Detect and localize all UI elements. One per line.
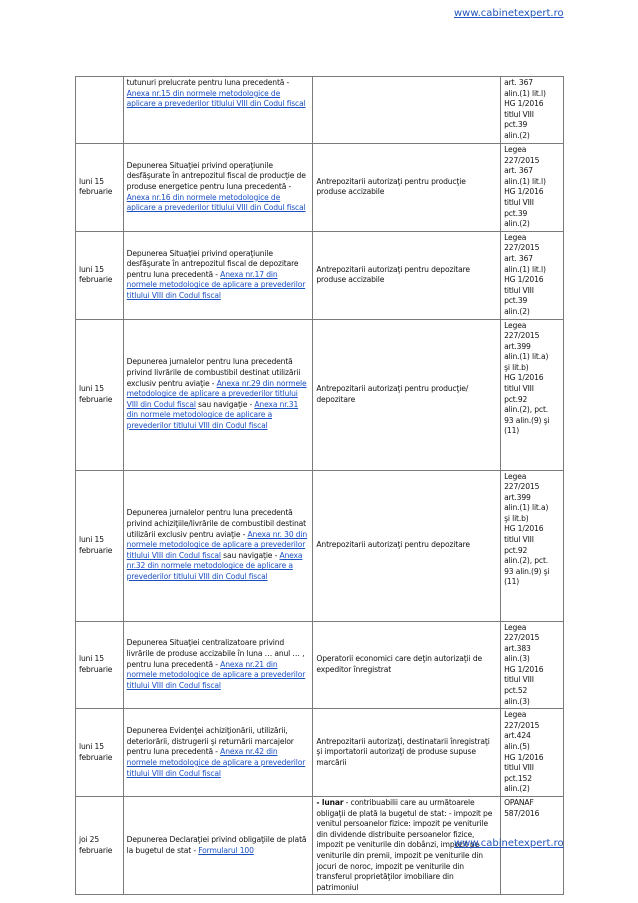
taxpayer-cell [313,231,501,319]
annex-link[interactable]: Anexa nr.16 din normele metodologice de aplicare a prevederilor titlului VIII din Codul fiscal [126,192,306,213]
deadline-text: luni 15 februarie [79,264,113,285]
obligation-cell [123,621,313,709]
taxpayer-text: Antrepozitarii autorizaţi pentru producţie/ depozitare [316,383,469,404]
legal-basis-line: 227/2015 [504,331,540,341]
legal-basis-line: HG 1/2016 [504,187,544,197]
taxpayer-cell [313,77,501,144]
obligation-cell [123,797,313,895]
legal-basis-line: alin.(3) [504,696,530,706]
deadline-text: luni 15 februarie [79,654,113,674]
obligation-text: sau navigaţie - [195,399,255,409]
legal-basis-line: art.383 [504,643,531,653]
taxpayer-text: Antrepozitarii autorizaţi, destinatarii înregistraţi şi importatorii autorizaţi de produse supuse marcării [316,736,490,767]
legal-basis-line: alin.(5) [504,742,530,752]
legal-basis-line: Legea [504,145,527,154]
deadline-cell [76,144,124,232]
legal-basis-line: HG 1/2016 [504,664,544,674]
legal-basis-line: titlul VIII [504,763,534,773]
legal-basis-line: 227/2015 [504,482,540,492]
legal-basis-cell [501,470,564,621]
obligation-cell [123,77,313,144]
deadline-cell [76,319,124,470]
legal-basis-line: art. 367 [504,166,533,176]
table-row [76,319,564,470]
legal-basis-line: art. 367 [504,253,533,263]
legal-basis-line: titlul VIII [504,535,534,545]
legal-basis-line: 227/2015 [504,720,540,730]
annex-link[interactable]: Anexa nr.17 din normele metodologice de aplicare a prevederilor titlului VIII din Codul fiscal [126,269,306,301]
legal-basis-line: 93 alin.(9) şi [504,415,550,425]
annex-link[interactable]: Formularul 100 [198,845,254,855]
legal-basis-line: şi lit.b) [504,362,529,372]
annex-link[interactable]: Anexa nr.15 din normele metodologice de aplicare a prevederilor titlului VIII din Codul fiscal [126,88,306,109]
legal-basis-line: pct.92 [504,394,528,404]
legal-basis-cell [501,77,564,144]
legal-basis-line: alin.(2), pct. [504,556,549,566]
legal-basis-line: OPANAF [504,798,534,807]
legal-basis-line: pct.152 [504,773,532,783]
legal-basis-line: Legea [504,471,527,481]
annex-link[interactable]: Anexa nr. 30 din normele metodologice de aplicare a prevederilor titlului VIII din Codul fiscal [126,529,308,560]
legal-basis-line: alin.(1) lit.l) [504,88,546,98]
taxpayer-cell [313,319,501,470]
deadline-cell [76,231,124,319]
legal-basis-line: HG 1/2016 [504,99,544,109]
obligation-text: Depunerea jurnalelor pentru luna precedentă privind livrările de combustibil destinat utilizării exclusiv pentru aviaţie - [126,357,301,388]
deadline-text: luni 15 februarie [79,383,113,404]
legal-basis-line: art. 367 [504,78,533,87]
obligation-cell [123,144,313,232]
taxpayer-text: Antrepozitarii autorizaţi pentru depozitare produse accizabile [316,264,470,285]
deadline-cell [76,621,124,709]
annex-link[interactable]: Anexa nr.32 din normele metodologice de aplicare a prevederilor titlului VIII din Codul fiscal [126,550,303,581]
legal-basis-line: alin.(2) [504,130,530,140]
obligation-text: Depunerea Situaţiei centralizatoare privind livrările de produse accizabile în luna … anul … , pentru luna precedentă - [126,638,305,669]
taxpayer-cell [313,470,501,621]
table-row [76,621,564,709]
obligation-text: Depunerea Situaţiei privind operaţiunile desfăşurate în antrepozitul fiscal de depozitare pentru luna precedentă - [126,248,299,279]
legal-basis-line: pct.39 [504,120,528,130]
legal-basis-line: Legea [504,622,527,632]
annex-link[interactable]: Anexa nr.29 din normele metodologice de aplicare a prevederilor titlului VIII din Codul fiscal [126,378,307,409]
obligation-text: Depunerea Situaţiei privind operaţiunile desfăşurate în antrepozitul fiscal de producţie de produse energetice pentru luna precedentă - [126,160,306,192]
taxpayer-text: Antrepozitarii autorizaţi pentru producţie produse accizabile [316,176,466,197]
legal-basis-line: art.399 [504,492,531,502]
table-row [76,231,564,319]
legal-basis-line: alin.(2) [504,219,530,229]
frequency-label: - lunar [316,798,344,807]
legal-basis-line: Legea [504,710,527,720]
taxpayer-cell [313,709,501,797]
legal-basis-line: alin.(2) [504,306,530,316]
deadline-cell [76,470,124,621]
obligation-text: Depunerea jurnalelor pentru luna precedentă privind achiziţiile/livrările de combustibil destinat utilizării exclusiv pentru aviaţie - [126,508,306,539]
legal-basis-line: alin.(2), pct. [504,405,549,415]
legal-basis-line: 227/2015 [504,155,540,165]
annex-link[interactable]: Anexa nr.31 din normele metodologice de aplicare a prevederilor titlului VIII din Codul fiscal [126,399,299,430]
deadline-text: joi 25 februarie [79,835,113,855]
table-row [76,709,564,797]
legal-basis-cell [501,709,564,797]
legal-basis-line: 227/2015 [504,243,540,253]
header-site-link[interactable]: www.cabinetexpert.ro [454,8,564,19]
table-body [76,77,564,895]
obligation-cell [123,470,313,621]
taxpayer-text: - contribuabilii care au următoarele obligaţii de plată la bugetul de stat: - impozit pe venitul persoanelor fizice: impozit pe veniturile din dividende distribuite persoanelor fizice, impozit pe veniturile din dobânzi, impozit pe veniturile din premii, impozit pe veniturile din jocuri de noroc, impozit pe veniturile din transferul proprietăţilor imobiliare din patrimoniul [316,798,493,892]
deadline-cell [76,77,124,144]
deadline-text: luni 15 februarie [79,534,113,555]
deadline-text: luni 15 februarie [79,742,113,762]
legal-basis-line: 587/2016 [504,808,540,818]
fiscal-calendar-table [75,76,564,895]
legal-basis-line: pct.92 [504,545,528,555]
taxpayer-cell [313,144,501,232]
table-row [76,144,564,232]
deadline-cell [76,709,124,797]
legal-basis-line: art.399 [504,341,531,351]
legal-basis-line: HG 1/2016 [504,752,544,762]
obligation-cell [123,231,313,319]
legal-basis-line: titlul VIII [504,197,534,207]
legal-basis-cell [501,144,564,232]
obligation-cell [123,709,313,797]
legal-basis-line: alin.(3) [504,654,530,664]
legal-basis-cell [501,231,564,319]
legal-basis-line: titlul VIII [504,384,534,394]
legal-basis-cell [501,621,564,709]
legal-basis-line: HG 1/2016 [504,524,544,534]
legal-basis-cell [501,319,564,470]
legal-basis-line: pct.52 [504,686,528,696]
obligation-cell [123,319,313,470]
legal-basis-line: HG 1/2016 [504,373,544,383]
legal-basis-line: alin.(1) lit.l) [504,176,546,186]
annex-link[interactable]: Anexa nr.21 din normele metodologice de aplicare a prevederilor titlului VIII din Codul fiscal [126,659,306,690]
legal-basis-line: alin.(1) lit.a) [504,352,549,362]
legal-basis-line: alin.(2) [504,784,530,794]
legal-basis-line: titlul VIII [504,109,534,119]
legal-basis-line: (11) [504,426,520,436]
legal-basis-line: alin.(1) lit.l) [504,264,546,274]
obligation-text: sau navigaţie - [220,550,280,560]
legal-basis-line: pct.39 [504,208,528,218]
legal-basis-line: HG 1/2016 [504,275,544,285]
footer-site-link[interactable]: www.cabinetexpert.ro [454,838,564,849]
legal-basis-line: şi lit.b) [504,513,529,523]
legal-basis-line: titlul VIII [504,675,534,685]
legal-basis-line: (11) [504,577,520,587]
legal-basis-line: Legea [504,320,527,330]
deadline-text: luni 15 februarie [79,176,113,197]
legal-basis-line: art.424 [504,731,531,741]
legal-basis-line: titlul VIII [504,285,534,295]
taxpayer-text: Antrepozitarii autorizaţi pentru depozitare [316,540,470,550]
table-row [76,470,564,621]
annex-link[interactable]: Anexa nr.42 din normele metodologice de aplicare a prevederilor titlului VIII din Codul fiscal [126,747,306,778]
legal-basis-line: alin.(1) lit.a) [504,503,549,513]
obligation-text: Depunerea Evidenţei achiziţionării, utilizării, deteriorării, distrugerii şi returnării marcajelor pentru luna precedentă - [126,726,294,757]
legal-basis-line: Legea [504,232,527,242]
table-row [76,77,564,144]
obligation-text: tutunuri prelucrate pentru luna precedentă - [126,78,290,87]
taxpayer-cell [313,621,501,709]
legal-basis-line: 93 alin.(9) şi [504,566,550,576]
obligation-text: Depunerea Declaraţiei privind obligaţiile de plată la bugetul de stat - [126,835,307,855]
deadline-cell [76,797,124,895]
taxpayer-text: Operatorii economici care deţin autorizaţii de expeditor înregistrat [316,654,483,674]
legal-basis-line: pct.39 [504,296,528,306]
legal-basis-line: 227/2015 [504,633,540,643]
